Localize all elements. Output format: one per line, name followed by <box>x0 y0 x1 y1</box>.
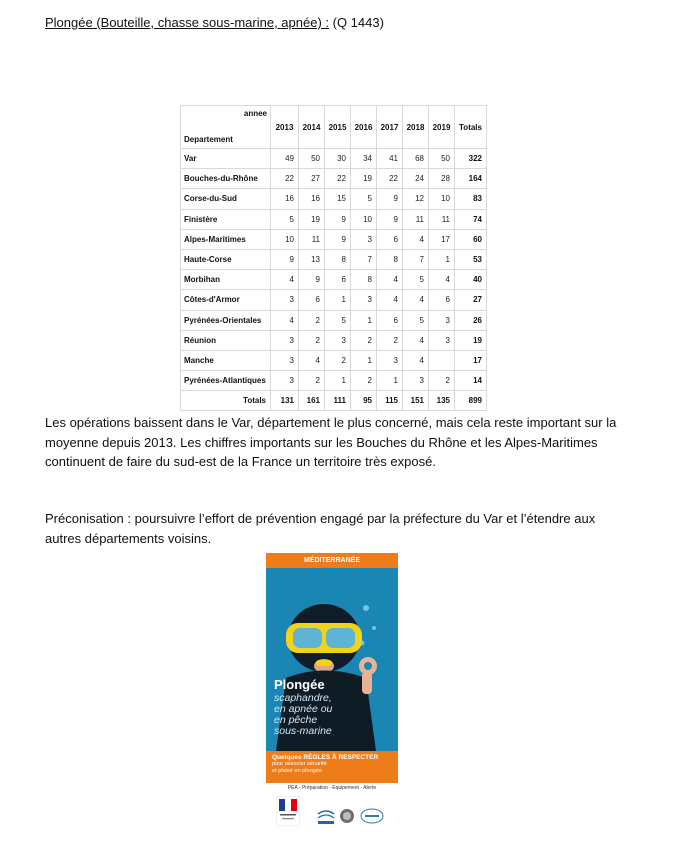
leaflet-rules-line: et plaisir en plongée <box>272 768 323 774</box>
year-value: 16 <box>271 189 299 209</box>
paragraph-line: Préconisation : poursuivre l’effort de prévention engagé par la préfecture du Var et l’étendre aux <box>45 511 596 526</box>
table-row <box>181 149 487 169</box>
row-total: 322 <box>455 149 487 169</box>
table-row <box>181 371 487 391</box>
year-value: 5 <box>325 310 351 330</box>
year-value: 12 <box>403 189 429 209</box>
year-value: 1 <box>325 290 351 310</box>
year-value: 27 <box>299 169 325 189</box>
department-name: Var <box>181 149 271 169</box>
year-value: 9 <box>299 270 325 290</box>
row-total: 27 <box>455 290 487 310</box>
year-total: 95 <box>351 391 377 411</box>
recommendation-paragraph <box>45 509 635 548</box>
table-row <box>181 350 487 370</box>
year-value: 2 <box>429 371 455 391</box>
year-value: 34 <box>351 149 377 169</box>
year-value: 3 <box>271 350 299 370</box>
year-value: 19 <box>351 169 377 189</box>
year-total: 135 <box>429 391 455 411</box>
row-total: 74 <box>455 209 487 229</box>
year-value: 16 <box>299 189 325 209</box>
year-value: 2 <box>299 310 325 330</box>
paragraph-line: autres départements voisins. <box>45 530 212 546</box>
year-value: 9 <box>377 189 403 209</box>
year-value: 6 <box>377 229 403 249</box>
year-value: 10 <box>429 189 455 209</box>
leaflet-subtitle-line: sous-marine <box>274 725 332 737</box>
grand-total: 899 <box>455 391 487 411</box>
year-value: 2 <box>351 330 377 350</box>
year-value: 6 <box>377 310 403 330</box>
department-name: Haute-Corse <box>181 249 271 269</box>
row-total: 19 <box>455 330 487 350</box>
leaflet-rules-line: pour associer sécurité <box>272 761 327 767</box>
table-row <box>181 229 487 249</box>
year-value: 5 <box>351 189 377 209</box>
year-value: 3 <box>271 290 299 310</box>
year-value: 22 <box>325 169 351 189</box>
year-value: 50 <box>429 149 455 169</box>
leaflet-subtitle-line: en pêche <box>274 714 318 726</box>
heading-title: Plongée (Bouteille, chasse sous-marine, apnée) : <box>45 15 329 30</box>
year-value: 3 <box>325 330 351 350</box>
year-value: 6 <box>325 270 351 290</box>
year-header: 2016 <box>351 106 377 149</box>
paragraph-line: moyenne depuis 2013. Les chiffres importants sur les Bouches du Rhône et les Alpes-Maritimes <box>45 434 598 450</box>
year-value: 4 <box>429 270 455 290</box>
year-value: 3 <box>429 310 455 330</box>
leaflet-rules-line: Quelques RÈGLES À RESPECTER <box>272 754 379 761</box>
table-row <box>181 330 487 350</box>
year-value: 11 <box>299 229 325 249</box>
row-total: 83 <box>455 189 487 209</box>
department-name: Morbihan <box>181 270 271 290</box>
year-value: 1 <box>429 249 455 269</box>
year-value: 9 <box>325 209 351 229</box>
table-row <box>181 270 487 290</box>
department-name: Finistère <box>181 209 271 229</box>
table-row <box>181 209 487 229</box>
marianne-logo-icon <box>276 796 300 826</box>
year-total: 161 <box>299 391 325 411</box>
paragraph-line: continuent de faire du sud-est de la France un territoire très exposé. <box>45 454 436 469</box>
table-row <box>181 169 487 189</box>
year-value: 4 <box>403 290 429 310</box>
leaflet-subtitle-line: en apnée ou <box>274 703 333 715</box>
department-name: Bouches-du-Rhône <box>181 169 271 189</box>
year-header: 2017 <box>377 106 403 149</box>
totals-header: Totals <box>455 106 487 149</box>
year-value: 3 <box>351 290 377 310</box>
year-value: 4 <box>377 290 403 310</box>
leaflet-title: Plongée <box>274 677 325 692</box>
year-value: 4 <box>299 350 325 370</box>
year-value: 5 <box>403 270 429 290</box>
year-value: 1 <box>325 371 351 391</box>
table-row <box>181 189 487 209</box>
year-value: 41 <box>377 149 403 169</box>
year-value: 9 <box>271 249 299 269</box>
year-total: 151 <box>403 391 429 411</box>
year-value: 2 <box>299 330 325 350</box>
department-name: Alpes-Maritimes <box>181 229 271 249</box>
year-value: 1 <box>351 350 377 370</box>
year-value: 6 <box>299 290 325 310</box>
year-value: 3 <box>351 229 377 249</box>
year-header: 2019 <box>429 106 455 149</box>
year-value: 1 <box>377 371 403 391</box>
section-heading <box>45 15 384 30</box>
year-value: 9 <box>325 229 351 249</box>
leaflet-subtitle-line: scaphandre, <box>274 692 332 704</box>
year-value: 11 <box>429 209 455 229</box>
department-name: Pyrénées-Orientales <box>181 310 271 330</box>
year-value: 2 <box>351 371 377 391</box>
heading-ref: (Q 1443) <box>329 15 384 30</box>
year-value: 4 <box>377 270 403 290</box>
year-value: 4 <box>271 270 299 290</box>
year-value: 17 <box>429 229 455 249</box>
header-departement: Departement <box>181 130 271 149</box>
leaflet-rules-band <box>266 751 398 783</box>
department-name: Manche <box>181 350 271 370</box>
year-value: 2 <box>299 371 325 391</box>
year-value: 19 <box>299 209 325 229</box>
year-value: 3 <box>429 330 455 350</box>
table-row <box>181 249 487 269</box>
totals-label: Totals <box>181 391 271 411</box>
year-value: 49 <box>271 149 299 169</box>
year-value: 68 <box>403 149 429 169</box>
year-value: 3 <box>271 330 299 350</box>
year-value: 11 <box>403 209 429 229</box>
table-header-row <box>181 106 487 131</box>
row-total: 26 <box>455 310 487 330</box>
analysis-paragraph <box>45 413 635 472</box>
row-total: 17 <box>455 350 487 370</box>
department-name: Corse-du-Sud <box>181 189 271 209</box>
year-value: 2 <box>377 330 403 350</box>
year-total: 115 <box>377 391 403 411</box>
year-value: 4 <box>403 229 429 249</box>
year-value: 50 <box>299 149 325 169</box>
row-total: 14 <box>455 371 487 391</box>
year-value: 22 <box>377 169 403 189</box>
header-annee: annee <box>181 106 271 131</box>
year-value: 8 <box>351 270 377 290</box>
year-header: 2014 <box>299 106 325 149</box>
diving-operations-table <box>180 105 487 411</box>
year-value: 3 <box>403 371 429 391</box>
ffessm-logo-icon <box>316 808 336 826</box>
year-value: 2 <box>325 350 351 370</box>
paragraph-line: Les opérations baissent dans le Var, département le plus concerné, mais cela reste important sur la <box>45 415 617 430</box>
year-total: 111 <box>325 391 351 411</box>
partner-logo-icon <box>360 808 384 824</box>
row-total: 40 <box>455 270 487 290</box>
year-value: 15 <box>325 189 351 209</box>
department-name: Pyrénées-Atlantiques <box>181 371 271 391</box>
department-name: Côtes-d'Armor <box>181 290 271 310</box>
year-value: 10 <box>271 229 299 249</box>
row-total: 164 <box>455 169 487 189</box>
partner-logos <box>276 796 386 830</box>
table-row <box>181 310 487 330</box>
year-value: 10 <box>351 209 377 229</box>
year-value: 5 <box>271 209 299 229</box>
year-total: 131 <box>271 391 299 411</box>
year-value: 3 <box>271 371 299 391</box>
leaflet-region-band: MÉDITERRANÉE <box>266 553 398 568</box>
year-value: 13 <box>299 249 325 269</box>
leaflet-subtitle <box>274 693 394 737</box>
year-value: 7 <box>351 249 377 269</box>
year-value: 4 <box>271 310 299 330</box>
year-value <box>429 350 455 370</box>
year-value: 28 <box>429 169 455 189</box>
safety-leaflet-image <box>266 553 398 793</box>
table-row <box>181 290 487 310</box>
leaflet-footer: PEA - Préparation - Equipement - Alerte <box>266 783 398 793</box>
year-value: 1 <box>351 310 377 330</box>
year-value: 3 <box>377 350 403 370</box>
year-value: 7 <box>403 249 429 269</box>
year-value: 4 <box>403 330 429 350</box>
seal-logo-icon <box>339 808 355 824</box>
totals-row <box>181 391 487 411</box>
row-total: 53 <box>455 249 487 269</box>
year-value: 9 <box>377 209 403 229</box>
year-header: 2018 <box>403 106 429 149</box>
year-header: 2015 <box>325 106 351 149</box>
year-value: 22 <box>271 169 299 189</box>
row-total: 60 <box>455 229 487 249</box>
year-header: 2013 <box>271 106 299 149</box>
year-value: 8 <box>325 249 351 269</box>
year-value: 8 <box>377 249 403 269</box>
year-value: 24 <box>403 169 429 189</box>
year-value: 6 <box>429 290 455 310</box>
year-value: 4 <box>403 350 429 370</box>
year-value: 30 <box>325 149 351 169</box>
department-name: Réunion <box>181 330 271 350</box>
year-value: 5 <box>403 310 429 330</box>
